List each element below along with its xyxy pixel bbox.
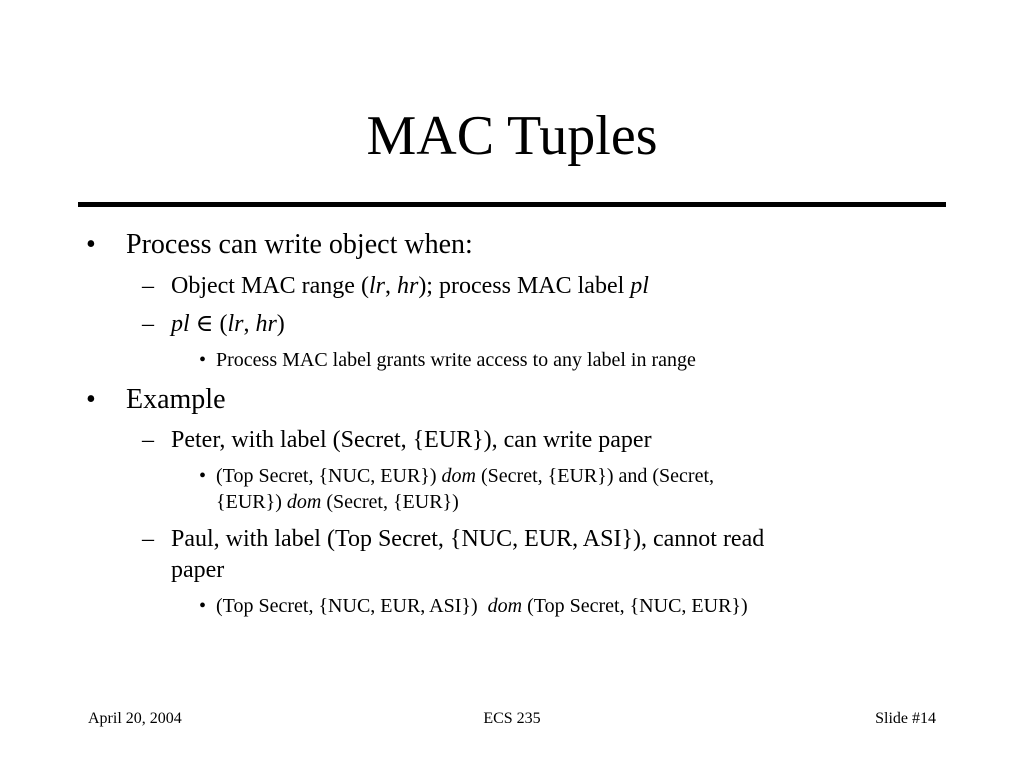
footer-slide-number: Slide #14 — [875, 710, 936, 727]
sub-bullet-text: pl ∈ (lr, hr) — [171, 311, 285, 337]
sub-bullet-text: Paul, with label (Top Secret, {NUC, EUR, ASI}), cannot read — [171, 526, 765, 552]
footer-course: ECS 235 — [483, 710, 541, 727]
sub-sub-bullet-marker: • — [199, 465, 207, 487]
sub-bullet-marker: – — [142, 311, 154, 337]
title-divider — [78, 202, 946, 207]
sub-bullet-text-continuation: paper — [171, 557, 225, 583]
sub-bullet-marker: – — [142, 273, 154, 299]
sub-sub-bullet-text: (Top Secret, {NUC, EUR}) dom (Secret, {EUR}) and (Secret, — [216, 465, 714, 487]
sub-bullet-text: Object MAC range (lr, hr); process MAC label pl — [171, 273, 649, 299]
sub-sub-bullet-text: (Top Secret, {NUC, EUR, ASI}) dom (Top Secret, {NUC, EUR}) — [216, 595, 748, 617]
sub-bullet-marker: – — [142, 526, 154, 552]
sub-bullet-text: Peter, with label (Secret, {EUR}), can write paper — [171, 427, 652, 453]
bullet-text: Example — [126, 384, 226, 415]
bullet-marker: • — [86, 384, 96, 415]
bullet-marker: • — [86, 229, 96, 260]
sub-sub-bullet-text: Process MAC label grants write access to any label in range — [216, 349, 696, 371]
footer-date: April 20, 2004 — [88, 710, 182, 727]
sub-bullet-marker: – — [142, 427, 154, 453]
bullet-text: Process can write object when: — [126, 229, 473, 260]
sub-sub-bullet-marker: • — [199, 595, 207, 617]
sub-sub-bullet-text-continuation: {EUR}) dom (Secret, {EUR}) — [216, 491, 459, 513]
sub-sub-bullet-marker: • — [199, 349, 207, 371]
slide-title: MAC Tuples — [366, 105, 658, 167]
